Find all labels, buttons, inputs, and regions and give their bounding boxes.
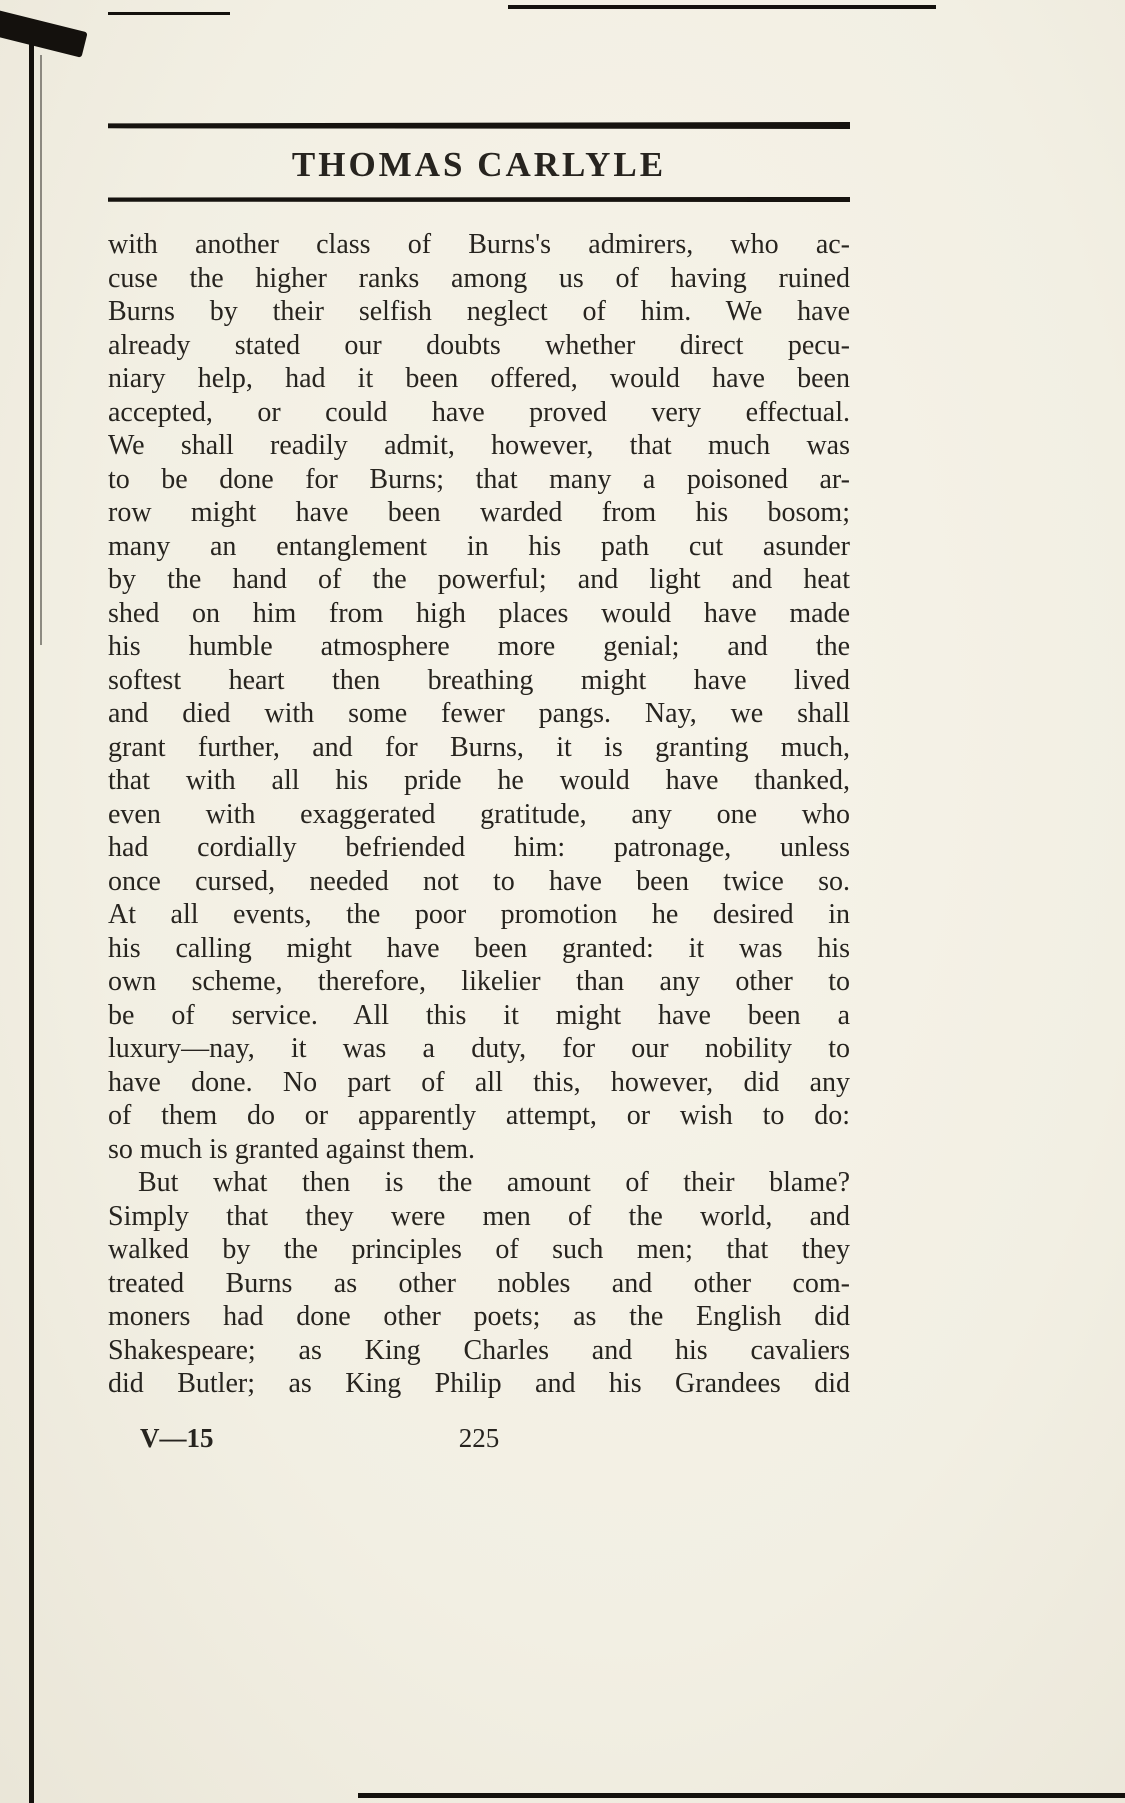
text-line: grant further, and for Burns, it is granting much,: [108, 731, 850, 763]
text-line: Shakespeare; as King Charles and his cavaliers: [108, 1334, 850, 1366]
text-line: row might have been warded from his bosom;: [108, 497, 850, 528]
scan-artifact-left-edge: [29, 36, 34, 1803]
text-line: with another class of Burns's admirers, who ac-: [108, 229, 850, 260]
text-line: But what then is the amount of their blame?: [138, 1167, 850, 1198]
text-line: niary help, had it been offered, would have been: [108, 363, 850, 394]
signature-mark: V—15: [140, 1422, 214, 1453]
text-line: that with all his pride he would have thanked,: [108, 765, 850, 796]
text-line: moners had done other poets; as the English did: [108, 1301, 850, 1332]
text-line: his humble atmosphere more genial; and the: [108, 631, 850, 662]
text-line: be of service. All this it might have been a: [108, 999, 850, 1031]
text-line: Simply that they were men of the world, and: [108, 1200, 850, 1232]
text-line: so much is granted against them.: [108, 1133, 476, 1165]
text-line: have done. No part of all this, however, did any: [108, 1066, 850, 1098]
text-line: At all events, the poor promotion he desired in: [108, 899, 850, 930]
body-text: [108, 228, 850, 1401]
text-line: of them do or apparently attempt, or wish to do:: [108, 1100, 850, 1131]
page-header-title: THOMAS CARLYLE: [291, 145, 667, 184]
paragraph-2: [108, 1166, 850, 1401]
paragraph-1: [108, 228, 850, 1166]
text-line: treated Burns as other nobles and other com-: [108, 1267, 850, 1299]
text-line: already stated our doubts whether direct pecu-: [108, 329, 850, 361]
scan-artifact-bottom-line: [358, 1793, 1125, 1798]
scan-artifact-top-left-line: [108, 12, 230, 15]
text-line: cuse the higher ranks among us of having ruined: [108, 262, 850, 294]
text-line: walked by the principles of such men; that they: [108, 1234, 850, 1265]
text-line: his calling might have been granted: it was his: [108, 932, 850, 964]
text-line: own scheme, therefore, likelier than any other to: [108, 966, 850, 997]
scan-artifact-left-edge-faint: [40, 55, 42, 645]
text-line: We shall readily admit, however, that much was: [108, 430, 850, 461]
text-line: and died with some fewer pangs. Nay, we shall: [108, 698, 850, 729]
scan-artifact-top-right-line: [508, 5, 936, 9]
page-content: [108, 122, 850, 1467]
text-line: did Butler; as King Philip and his Grandees did: [108, 1368, 850, 1399]
scan-artifact-corner-wedge: [0, 8, 88, 57]
text-line: many an entanglement in his path cut asunder: [108, 530, 850, 562]
text-line: Burns by their selfish neglect of him. We have: [108, 296, 850, 327]
text-line: accepted, or could have proved very effectual.: [108, 396, 850, 428]
page-number: 225: [458, 1422, 500, 1453]
text-line: to be done for Burns; that many a poisoned ar-: [108, 463, 850, 495]
text-line: even with exaggerated gratitude, any one who: [108, 798, 850, 830]
header-rule-top: [108, 122, 850, 129]
text-line: shed on him from high places would have made: [108, 597, 850, 629]
header-rule-bottom: [108, 197, 850, 202]
page-footer: [108, 1423, 850, 1467]
text-line: luxury—nay, it was a duty, for our nobility to: [108, 1033, 850, 1064]
text-line: by the hand of the powerful; and light and heat: [108, 564, 850, 595]
text-line: had cordially befriended him: patronage, unless: [108, 832, 850, 863]
text-line: softest heart then breathing might have lived: [108, 664, 850, 696]
text-line: once cursed, needed not to have been twice so.: [108, 865, 850, 897]
